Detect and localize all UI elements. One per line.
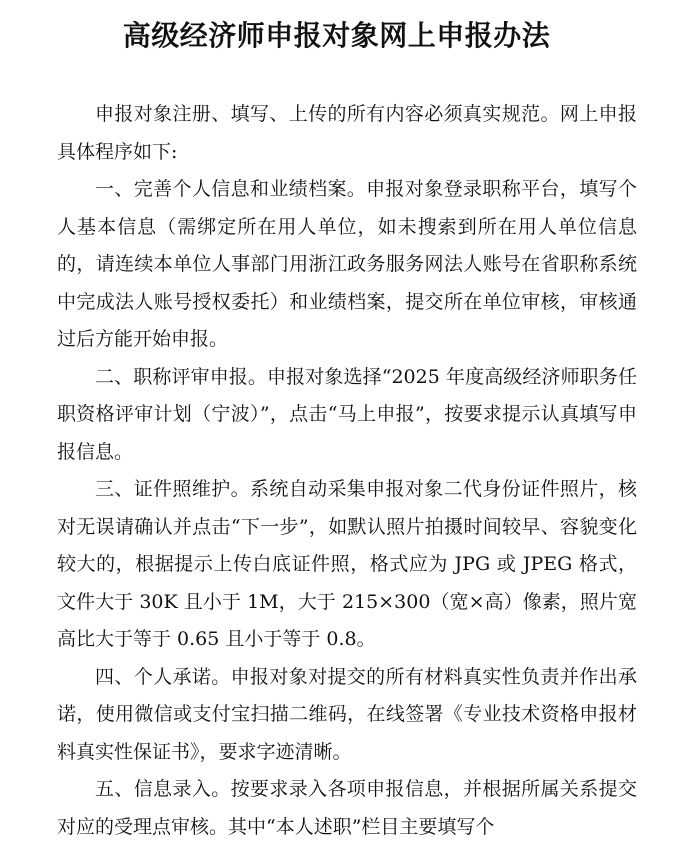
- paragraph-step-3: 三、证件照维护。系统自动采集申报对象二代身份证件照片，核对无误请确认并点击“下一步”，如默认照片拍摄时间较早、容貌变化较大的，根据提示上传白底证件照，格式应为 JPG 或 JPEG 格式，文件大于 30K 且小于 1M，大于 215×300（宽×高）像素，照片宽高比大于等于 0.65 且小于等于 0.8。: [57, 478, 637, 650]
- intro-paragraph: 申报对象注册、填写、上传的所有内容必须真实规范。网上申报具体程序如下:: [57, 103, 637, 163]
- paragraph-step-2: 二、职称评审申报。申报对象选择“2025 年度高级经济师职务任职资格评审计划（宁波）”，点击“马上申报”，按要求提示认真填写申报信息。: [57, 365, 637, 463]
- paragraph-step-4: 四、个人承诺。申报对象对提交的所有材料真实性负责并作出承诺，使用微信或支付宝扫描二维码，在线签署《专业技术资格申报材料真实性保证书》，要求字迹清晰。: [57, 665, 637, 763]
- document-title: 高级经济师申报对象网上申报办法: [122, 19, 551, 52]
- paragraph-step-1: 一、完善个人信息和业绩档案。申报对象登录职称平台，填写个人基本信息（需绑定所在用人单位，如未搜索到所在用人单位信息的，请连续本单位人事部门用浙江政务服务网法人账号在省职称系统中完成法人账号授权委托）和业绩档案，提交所在单位审核，审核通过后方能开始申报。: [57, 178, 637, 350]
- document-body: [57, 96, 637, 846]
- paragraph-step-5: 五、信息录入。按要求录入各项申报信息，并根据所属关系提交对应的受理点审核。其中“本人述职”栏目主要填写个: [57, 778, 637, 838]
